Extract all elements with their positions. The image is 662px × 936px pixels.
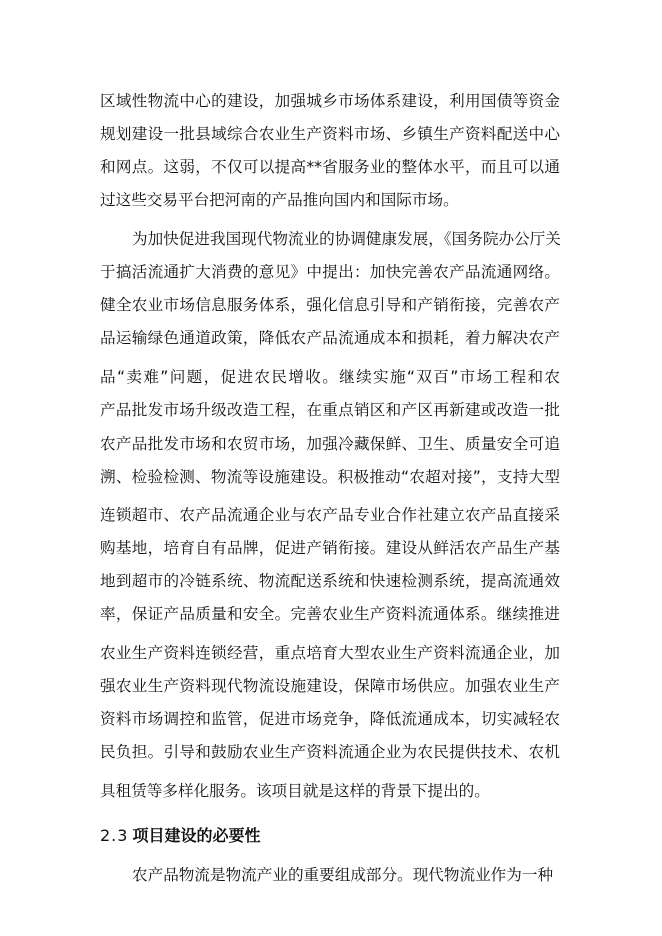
paragraph-2-line-4: 品运输绿色通道政策，降低农产品流通成本和损耗，着力解决农产: [100, 329, 560, 347]
paragraph-2-line-7: 农产品批发市场和农贸市场，加强冷藏保鲜、卫生、质量安全可追: [100, 435, 560, 453]
paragraph-1-line-4: 过这些交易平台把河南的产品推向国内和国际市场。: [100, 191, 459, 209]
section-title: 项目建设的必要性: [132, 826, 261, 845]
paragraph-2-line-11: 地到超市的冷链系统、物流配送系统和快速检测系统，提高流通效: [100, 572, 560, 590]
section-number: 2.3: [100, 826, 129, 845]
paragraph-2-line-15: 资料市场调控和监管，促进市场竞争，降低流通成本，切实减轻农: [100, 710, 560, 728]
paragraph-2-line-5: 品“卖难”问题，促进农民增收。继续实施“双百”市场工程和农: [100, 368, 560, 386]
paragraph-2-line-16: 民负担。引导和鼓励农业生产资料流通企业为农民提供技术、农机: [100, 743, 560, 761]
paragraph-2-line-3: 健全农业市场信息服务体系，强化信息引导和产销衔接，完善农产: [100, 296, 560, 314]
paragraph-2-line-13: 农业生产资料连锁经营，重点培育大型农业生产资料流通企业，加: [100, 644, 560, 662]
paragraph-1-line-1: 区域性物流中心的建设，加强城乡市场体系建设，利用国债等资金: [100, 92, 560, 110]
paragraph-2-line-17: 具租赁等多样化服务。该项目就是这样的背景下提出的。: [100, 782, 490, 800]
paragraph-2-line-12: 率，保证产品质量和安全。完善农业生产资料流通体系。继续推进: [100, 605, 560, 623]
paragraph-1-line-3: 和网点。这弱，不仅可以提高**省服务业的整体水平，而且可以通: [100, 158, 560, 176]
paragraph-1-line-2: 规划建设一批县域综合农业生产资料市场、乡镇生产资料配送中心: [100, 125, 560, 143]
section-heading: [100, 825, 260, 847]
paragraph-2-line-10: 购基地，培育自有品牌，促进产销衔接。建设从鲜活农产品生产基: [100, 539, 560, 557]
paragraph-2-line-8: 溯、检验检测、物流等设施建设。积极推动“农超对接”，支持大型: [100, 468, 560, 486]
paragraph-3-line-1: 农产品物流是物流产业的重要组成部分。现代物流业作为一种: [132, 866, 554, 884]
paragraph-2-line-9: 连锁超市、农产品流通企业与农产品专业合作社建立农产品直接采: [100, 506, 560, 524]
paragraph-2-line-14: 强农业生产资料现代物流设施建设，保障市场供应。加强农业生产: [100, 677, 560, 695]
paragraph-2-line-6: 产品批发市场升级改造工程，在重点销区和产区再新建或改造一批: [100, 401, 560, 419]
paragraph-2-line-1: 为加快促进我国现代物流业的协调健康发展，《国务院办公厅关: [132, 230, 561, 248]
paragraph-2-line-2: 于搞活流通扩大消费的意见》中提出：加快完善农产品流通网络。: [100, 263, 560, 281]
